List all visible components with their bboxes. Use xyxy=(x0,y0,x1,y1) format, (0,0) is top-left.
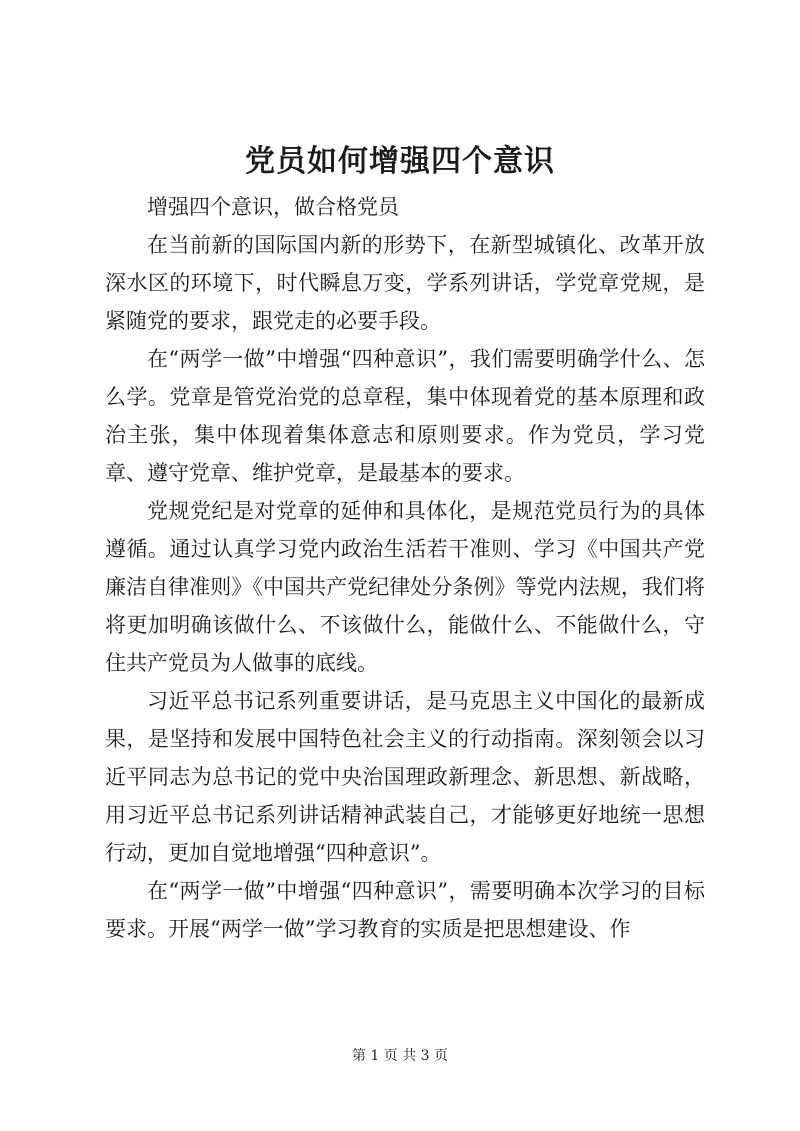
paragraph: 习近平总书记系列重要讲话，是马克思主义中国化的最新成果，是坚持和发展中国特色社会主义的行动指南。深刻领会以习近平同志为总书记的党中央治国理政新理念、新思想、新战略，用习近平总书记系列讲话精神武装自己，才能够更好地统一思想行动，更加自觉地增强“四种意识”。 xyxy=(105,689,705,865)
document-body xyxy=(105,188,705,948)
paragraph: 在“两学一做”中增强“四种意识”，我们需要明确学什么、怎么学。党章是管党治党的总章程，集中体现着党的基本原理和政治主张，集中体现着集体意志和原则要求。作为党员，学习党章、遵守党章、维护党章，是最基本的要求。 xyxy=(105,347,705,485)
paragraph: 在“两学一做”中增强“四种意识”，需要明确本次学习的目标要求。开展“两学一做”学习教育的实质是把思想建设、作 xyxy=(105,879,705,941)
paragraph: 党规党纪是对党章的延伸和具体化，是规范党员行为的具体遵循。通过认真学习党内政治生活若干准则、学习《中国共产党廉洁自律准则》《中国共产党纪律处分条例》等党内法规，我们将将更加明确该做什么、不该做什么，能做什么、不能做什么，守住共产党员为人做事的底线。 xyxy=(105,499,705,675)
paragraph-subtitle: 增强四个意识，做合格党员 xyxy=(147,195,399,219)
paragraph: 在当前新的国际国内新的形势下，在新型城镇化、改革开放深水区的环境下，时代瞬息万变，学系列讲话，学党章党规，是紧随党的要求，跟党走的必要手段。 xyxy=(105,233,705,333)
page-footer: 第 1 页 共 3 页 xyxy=(351,1048,449,1064)
document-title: 党员如何增强四个意识 xyxy=(245,144,555,179)
